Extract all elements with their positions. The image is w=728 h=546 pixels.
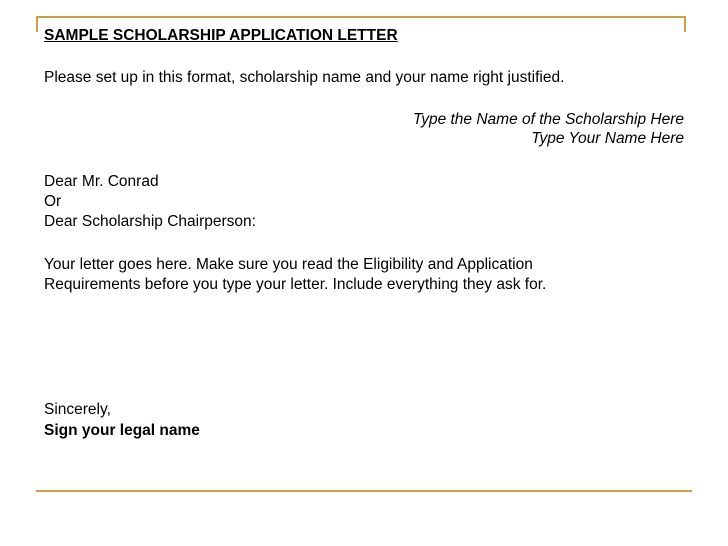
closing: Sincerely, <box>44 401 111 418</box>
format-instruction: Please set up in this format, scholarship name and your name right justified. <box>44 69 565 86</box>
body-line1: Your letter goes here. Make sure you read the Eligibility and Application <box>44 256 533 273</box>
left-rule <box>36 16 38 32</box>
salutation-line1: Dear Mr. Conrad <box>44 173 159 190</box>
signature-line: Sign your legal name <box>44 422 200 439</box>
body-line2: Requirements before you type your letter. Include everything they ask for. <box>44 276 547 293</box>
salutation-line2: Dear Scholarship Chairperson: <box>44 213 256 230</box>
bottom-rule <box>36 490 692 492</box>
your-name-placeholder: Type Your Name Here <box>531 130 684 147</box>
scholarship-name-placeholder: Type the Name of the Scholarship Here <box>412 111 684 128</box>
top-rule <box>38 16 686 18</box>
letter-heading: SAMPLE SCHOLARSHIP APPLICATION LETTER <box>44 27 398 44</box>
salutation-or: Or <box>44 193 62 210</box>
right-rule <box>684 16 686 32</box>
